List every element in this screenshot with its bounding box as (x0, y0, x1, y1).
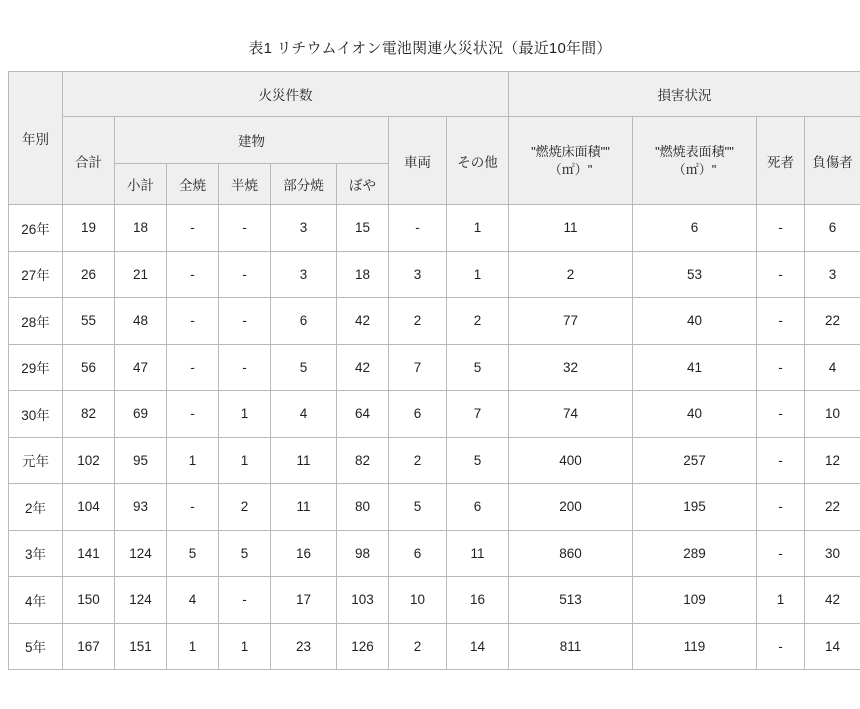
header-deaths: 死者 (757, 117, 805, 205)
cell-half-burn: - (219, 251, 271, 298)
cell-half-burn: 1 (219, 391, 271, 438)
cell-burn-floor-area: 2 (509, 251, 633, 298)
table-row (9, 205, 860, 252)
table-row (9, 623, 860, 670)
cell-deaths: - (757, 623, 805, 670)
cell-vehicle: 6 (389, 530, 447, 577)
cell-vehicle: 10 (389, 577, 447, 624)
cell-minor-burn: 82 (337, 437, 389, 484)
cell-year: 4年 (9, 577, 63, 624)
header-damage-group: 損害状況 (509, 72, 860, 117)
header-other: その他 (447, 117, 509, 205)
cell-full-burn: - (167, 251, 219, 298)
cell-vehicle: 6 (389, 391, 447, 438)
header-half-burn: 半焼 (219, 164, 271, 205)
table-caption: 表1 リチウムイオン電池関連火災状況（最近10年間） (248, 40, 612, 57)
cell-half-burn: 2 (219, 484, 271, 531)
cell-injured: 4 (805, 344, 860, 391)
cell-deaths: - (757, 437, 805, 484)
cell-full-burn: - (167, 298, 219, 345)
cell-partial-burn: 5 (271, 344, 337, 391)
cell-other: 1 (447, 251, 509, 298)
cell-minor-burn: 64 (337, 391, 389, 438)
cell-injured: 42 (805, 577, 860, 624)
cell-other: 7 (447, 391, 509, 438)
cell-burn-surface-area: 40 (633, 298, 757, 345)
cell-burn-floor-area: 811 (509, 623, 633, 670)
cell-full-burn: - (167, 484, 219, 531)
cell-half-burn: - (219, 205, 271, 252)
header-subtotal: 小計 (115, 164, 167, 205)
table-row (9, 251, 860, 298)
cell-year: 5年 (9, 623, 63, 670)
cell-injured: 12 (805, 437, 860, 484)
cell-year: 元年 (9, 437, 63, 484)
cell-partial-burn: 6 (271, 298, 337, 345)
cell-full-burn: - (167, 391, 219, 438)
cell-vehicle: 7 (389, 344, 447, 391)
cell-total: 102 (63, 437, 115, 484)
header-injured: 負傷者 (805, 117, 860, 205)
cell-deaths: - (757, 391, 805, 438)
cell-partial-burn: 16 (271, 530, 337, 577)
cell-injured: 30 (805, 530, 860, 577)
cell-burn-surface-area: 109 (633, 577, 757, 624)
cell-half-burn: 5 (219, 530, 271, 577)
cell-subtotal: 47 (115, 344, 167, 391)
cell-year: 2年 (9, 484, 63, 531)
table-row (9, 577, 860, 624)
cell-burn-floor-area: 74 (509, 391, 633, 438)
cell-total: 56 (63, 344, 115, 391)
cell-minor-burn: 103 (337, 577, 389, 624)
cell-deaths: - (757, 344, 805, 391)
header-partial-burn: 部分焼 (271, 164, 337, 205)
cell-full-burn: 5 (167, 530, 219, 577)
header-row-2 (9, 117, 860, 164)
cell-year: 26年 (9, 205, 63, 252)
cell-deaths: - (757, 251, 805, 298)
cell-full-burn: - (167, 205, 219, 252)
table-container (0, 71, 860, 670)
cell-subtotal: 69 (115, 391, 167, 438)
cell-half-burn: - (219, 298, 271, 345)
cell-burn-surface-area: 195 (633, 484, 757, 531)
cell-subtotal: 48 (115, 298, 167, 345)
cell-half-burn: - (219, 577, 271, 624)
cell-burn-surface-area: 40 (633, 391, 757, 438)
cell-subtotal: 93 (115, 484, 167, 531)
header-burn-surface-area: "燃焼表面積"" （㎡）" (633, 117, 757, 205)
header-building-group: 建物 (115, 117, 389, 164)
cell-vehicle: 2 (389, 298, 447, 345)
cell-other: 16 (447, 577, 509, 624)
table-header (9, 72, 860, 205)
cell-half-burn: - (219, 344, 271, 391)
cell-injured: 22 (805, 484, 860, 531)
cell-burn-surface-area: 6 (633, 205, 757, 252)
cell-deaths: - (757, 298, 805, 345)
table-row (9, 530, 860, 577)
cell-full-burn: 4 (167, 577, 219, 624)
table-row (9, 298, 860, 345)
cell-year: 28年 (9, 298, 63, 345)
cell-total: 82 (63, 391, 115, 438)
table-row (9, 437, 860, 484)
cell-minor-burn: 15 (337, 205, 389, 252)
cell-other: 11 (447, 530, 509, 577)
cell-other: 6 (447, 484, 509, 531)
cell-injured: 6 (805, 205, 860, 252)
cell-injured: 10 (805, 391, 860, 438)
cell-subtotal: 95 (115, 437, 167, 484)
cell-burn-surface-area: 289 (633, 530, 757, 577)
header-row-1 (9, 72, 860, 117)
cell-other: 5 (447, 437, 509, 484)
cell-minor-burn: 42 (337, 298, 389, 345)
cell-vehicle: - (389, 205, 447, 252)
cell-other: 5 (447, 344, 509, 391)
cell-year: 3年 (9, 530, 63, 577)
cell-subtotal: 21 (115, 251, 167, 298)
cell-vehicle: 2 (389, 437, 447, 484)
cell-subtotal: 151 (115, 623, 167, 670)
cell-deaths: - (757, 530, 805, 577)
cell-burn-floor-area: 11 (509, 205, 633, 252)
header-minor-burn: ぼや (337, 164, 389, 205)
cell-subtotal: 18 (115, 205, 167, 252)
cell-partial-burn: 3 (271, 251, 337, 298)
cell-burn-floor-area: 860 (509, 530, 633, 577)
cell-partial-burn: 17 (271, 577, 337, 624)
header-vehicle: 車両 (389, 117, 447, 205)
header-year: 年別 (9, 72, 63, 205)
cell-injured: 22 (805, 298, 860, 345)
cell-other: 2 (447, 298, 509, 345)
cell-burn-surface-area: 53 (633, 251, 757, 298)
cell-year: 29年 (9, 344, 63, 391)
cell-year: 27年 (9, 251, 63, 298)
cell-minor-burn: 98 (337, 530, 389, 577)
cell-vehicle: 3 (389, 251, 447, 298)
cell-burn-surface-area: 257 (633, 437, 757, 484)
cell-injured: 14 (805, 623, 860, 670)
cell-partial-burn: 4 (271, 391, 337, 438)
cell-total: 19 (63, 205, 115, 252)
cell-full-burn: - (167, 344, 219, 391)
cell-burn-surface-area: 41 (633, 344, 757, 391)
cell-deaths: 1 (757, 577, 805, 624)
header-burn-floor-area: "燃焼床面積"" （㎡）" (509, 117, 633, 205)
cell-burn-floor-area: 77 (509, 298, 633, 345)
cell-half-burn: 1 (219, 623, 271, 670)
cell-total: 167 (63, 623, 115, 670)
cell-deaths: - (757, 484, 805, 531)
cell-minor-burn: 126 (337, 623, 389, 670)
fire-statistics-table (8, 71, 860, 670)
cell-injured: 3 (805, 251, 860, 298)
cell-vehicle: 5 (389, 484, 447, 531)
cell-minor-burn: 18 (337, 251, 389, 298)
cell-minor-burn: 80 (337, 484, 389, 531)
cell-subtotal: 124 (115, 530, 167, 577)
header-full-burn: 全焼 (167, 164, 219, 205)
table-body (9, 205, 860, 670)
table-row (9, 391, 860, 438)
cell-other: 1 (447, 205, 509, 252)
cell-deaths: - (757, 205, 805, 252)
cell-full-burn: 1 (167, 623, 219, 670)
cell-total: 104 (63, 484, 115, 531)
cell-half-burn: 1 (219, 437, 271, 484)
cell-total: 141 (63, 530, 115, 577)
cell-total: 150 (63, 577, 115, 624)
cell-burn-floor-area: 400 (509, 437, 633, 484)
header-total: 合計 (63, 117, 115, 205)
cell-total: 55 (63, 298, 115, 345)
header-fire-count-group: 火災件数 (63, 72, 509, 117)
cell-subtotal: 124 (115, 577, 167, 624)
table-row (9, 344, 860, 391)
cell-burn-floor-area: 513 (509, 577, 633, 624)
cell-burn-floor-area: 200 (509, 484, 633, 531)
cell-vehicle: 2 (389, 623, 447, 670)
cell-other: 14 (447, 623, 509, 670)
cell-full-burn: 1 (167, 437, 219, 484)
cell-partial-burn: 11 (271, 484, 337, 531)
cell-partial-burn: 23 (271, 623, 337, 670)
cell-year: 30年 (9, 391, 63, 438)
cell-partial-burn: 3 (271, 205, 337, 252)
cell-total: 26 (63, 251, 115, 298)
cell-minor-burn: 42 (337, 344, 389, 391)
table-row (9, 484, 860, 531)
cell-burn-surface-area: 119 (633, 623, 757, 670)
cell-burn-floor-area: 32 (509, 344, 633, 391)
cell-partial-burn: 11 (271, 437, 337, 484)
